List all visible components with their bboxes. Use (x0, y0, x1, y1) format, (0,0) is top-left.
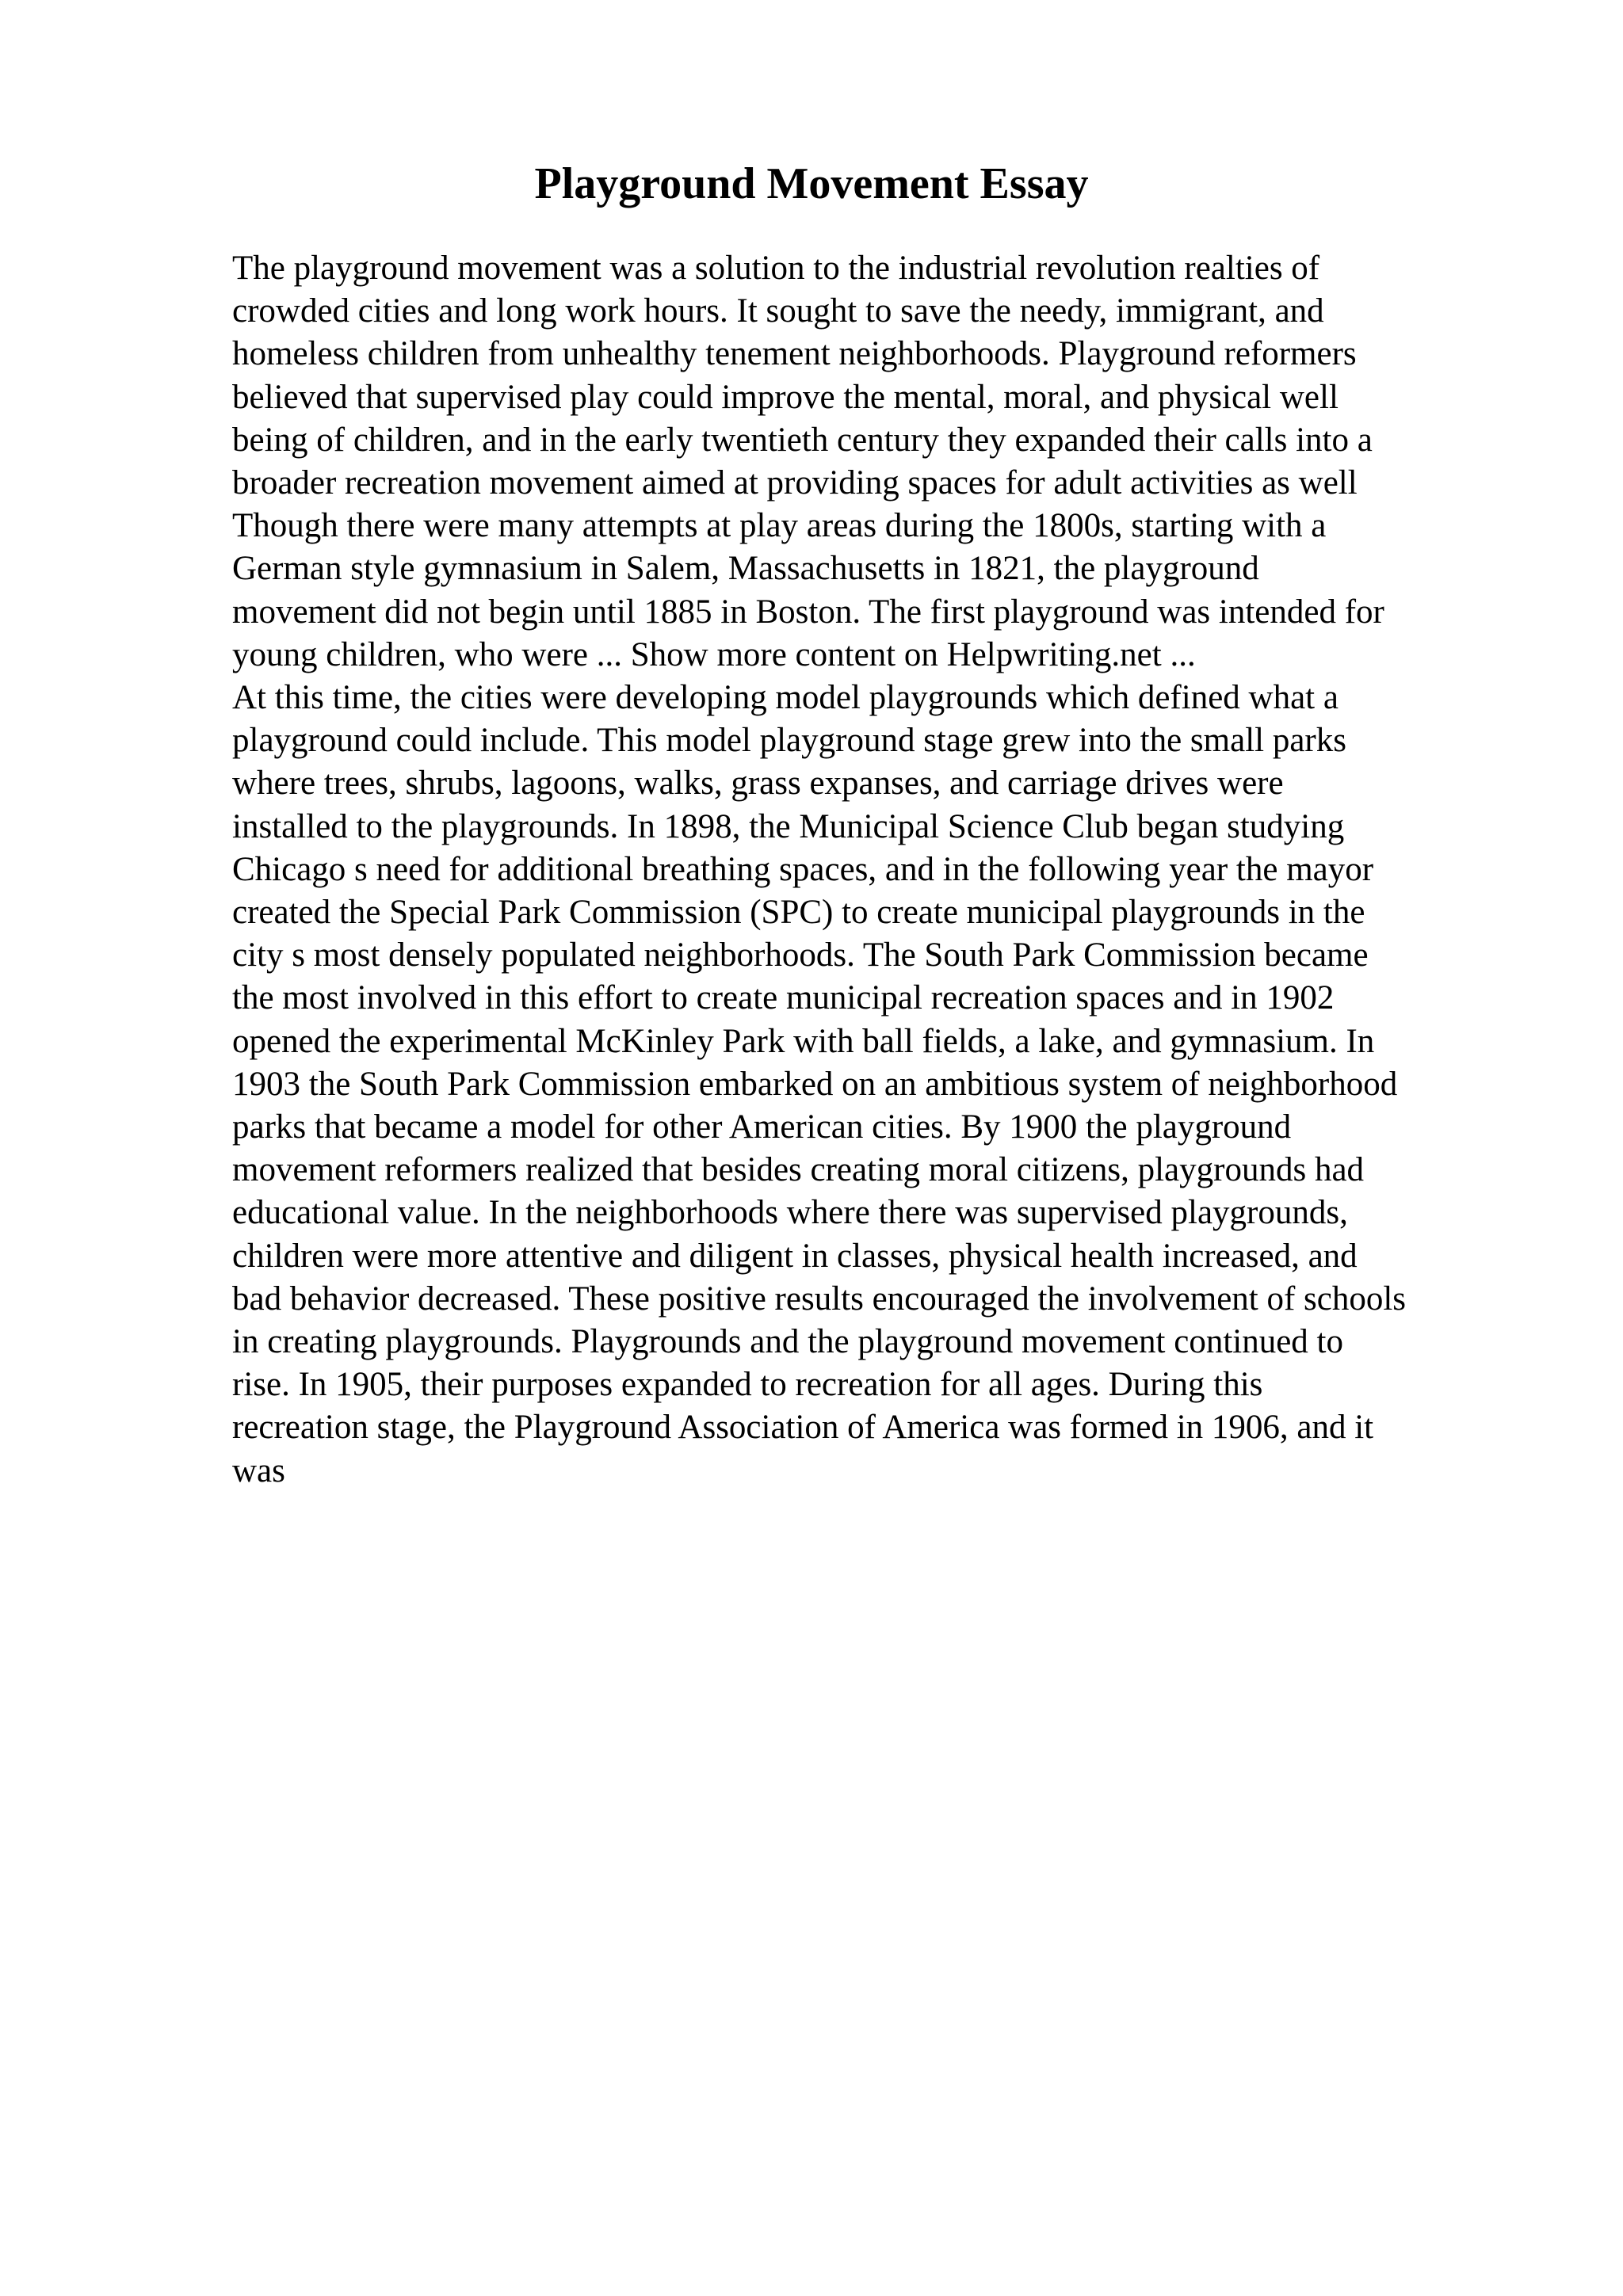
text-line: installed to the playgrounds. In 1898, the Municipal Science Club began studying (232, 807, 1345, 845)
text-line: Though there were many attempts at play areas during the 1800s, starting with a (232, 507, 1327, 545)
text-line: city s most densely populated neighborhoods. The South Park Commission became (232, 936, 1369, 974)
text-line: recreation stage, the Playground Association of America was formed in 1906, and it (232, 1409, 1374, 1447)
document-title: Playground Movement Essay (534, 159, 1089, 208)
text-line: where trees, shrubs, lagoons, walks, grass expanses, and carriage drives were (232, 765, 1284, 803)
text-line: in creating playgrounds. Playgrounds and the playground movement continued to (232, 1323, 1343, 1361)
text-line: children were more attentive and diligent in classes, physical health increased, and (232, 1237, 1358, 1275)
text-line: opened the experimental McKinley Park with ball fields, a lake, and gymnasium. In (232, 1022, 1375, 1060)
text-line: parks that became a model for other American cities. By 1900 the playground (232, 1108, 1292, 1146)
text-line: Chicago s need for additional breathing spaces, and in the following year the mayor (232, 850, 1374, 888)
text-line: educational value. In the neighborhoods where there was supervised playgrounds, (232, 1194, 1348, 1232)
essay-body (232, 247, 1623, 1493)
text-line: German style gymnasium in Salem, Massachusetts in 1821, the playground (232, 550, 1259, 588)
text-line: young children, who were ... Show more content on Helpwriting.net ... (232, 635, 1196, 673)
text-line: being of children, and in the early twentieth century they expanded their calls into a (232, 421, 1373, 459)
text-line: playground could include. This model playground stage grew into the small parks (232, 722, 1346, 760)
text-line: At this time, the cities were developing model playgrounds which defined what a (232, 679, 1338, 717)
text-line: movement reformers realized that besides creating moral citizens, playgrounds had (232, 1151, 1365, 1189)
text-line: The playground movement was a solution to the industrial revolution realties of (232, 250, 1320, 287)
text-line: movement did not begin until 1885 in Boston. The first playground was intended for (232, 593, 1384, 631)
text-line: bad behavior decreased. These positive results encouraged the involvement of schools (232, 1280, 1407, 1318)
text-line: 1903 the South Park Commission embarked on an ambitious system of neighborhood (232, 1065, 1398, 1103)
text-line: believed that supervised play could improve the mental, moral, and physical well (232, 378, 1338, 416)
text-line: rise. In 1905, their purposes expanded to recreation for all ages. During this (232, 1366, 1263, 1404)
text-line: created the Special Park Commission (SPC) to create municipal playgrounds in the (232, 894, 1365, 932)
text-line: the most involved in this effort to create municipal recreation spaces and in 1902 (232, 979, 1335, 1017)
text-line: crowded cities and long work hours. It sought to save the needy, immigrant, and (232, 292, 1324, 330)
text-line: was (232, 1451, 285, 1489)
text-line: broader recreation movement aimed at providing spaces for adult activities as well (232, 464, 1358, 502)
text-line: homeless children from unhealthy tenement neighborhoods. Playground reformers (232, 335, 1357, 373)
